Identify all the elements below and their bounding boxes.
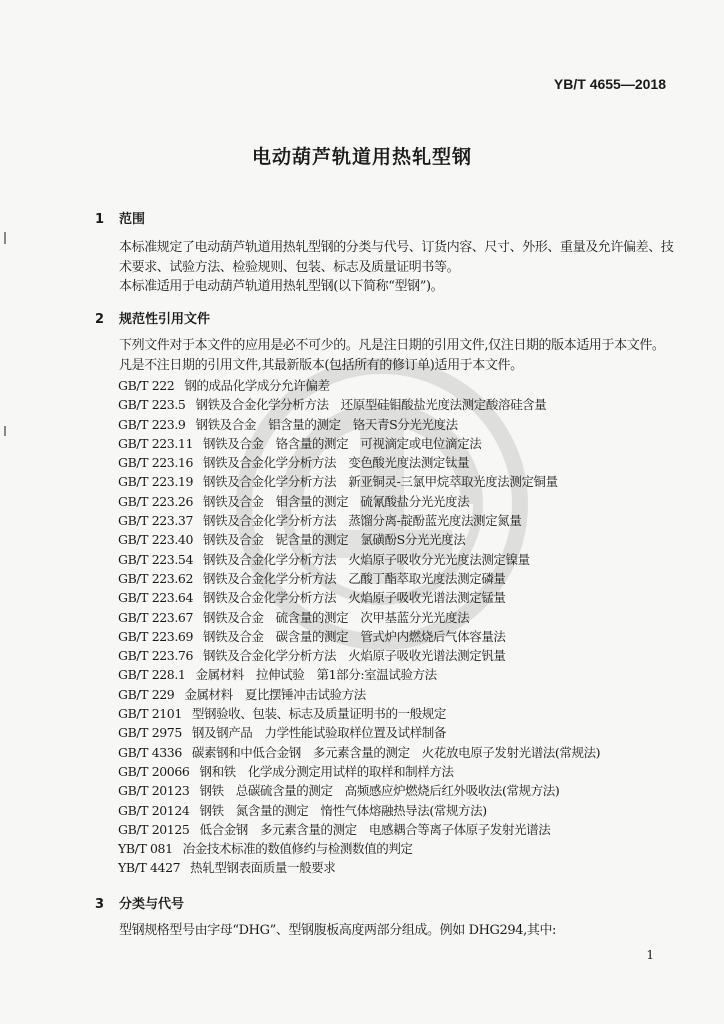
reference-title: 型钢验收、包装、标志及质量证明书的一般规定 [191,706,447,722]
reference-item [118,453,600,472]
reference-title: 钢铁及合金化学分析方法 乙酸丁酯萃取光度法测定磷量 [203,570,506,586]
reference-title: 钢铁及合金化学分析方法 变色酸光度法测定钛量 [203,455,470,471]
paragraph [95,238,675,278]
reference-code: GB/T 223.64 [118,590,194,606]
section-heading-normative-references [95,308,210,327]
reference-code: GB/T 223.69 [118,628,194,644]
reference-item [118,704,600,723]
reference-code: GB/T 223.67 [118,609,194,625]
reference-title: 钢铁及合金化学分析方法 新亚铜灵-三氯甲烷萃取光度法测定铜量 [203,474,558,490]
reference-item [118,511,600,530]
reference-code: GB/T 20125 [118,821,190,837]
reference-title: 热轧型钢表面质量一般要求 [190,860,336,876]
reference-title: 低合金钢 多元素含量的测定 电感耦合等离子体原子发射光谱法 [199,821,551,837]
document-title: 电动葫芦轨道用热轧型钢 [251,146,472,168]
reference-title: 钢和铁 化学成分测定用试样的取样和制样方法 [199,763,454,779]
reference-code: GB/T 223.40 [118,532,194,548]
reference-title: 钢铁及合金 硫含量的测定 次甲基蓝分光光度法 [203,609,470,625]
reference-title: 钢铁 氮含量的测定 惰性气体熔融热导法(常规方法) [199,802,487,818]
reference-item [118,723,600,742]
reference-title: 冶金技术标准的数值修约与检测数值的判定 [182,841,413,857]
paragraph-text: 本标准规定了电动葫芦轨道用热轧型钢的分类与代号、订货内容、尺寸、外形、重量及允许偏差、技术要求、试验方法、检验规则、包装、标志及质量证明书等。 [119,240,674,275]
reference-code: GB/T 223.62 [118,570,194,586]
reference-code: YB/T 4427 [118,860,181,876]
reference-item [118,762,600,781]
reference-item [118,376,600,395]
reference-item [118,588,600,607]
section-number: 1 [95,212,105,227]
paragraph-text: 下列文件对于本文件的应用是必不可少的。凡是注日期的引用文件,仅注日期的版本适用于本文件。凡是不注日期的引用文件,其最新版本(包括所有的修订单)适用于本文件。 [119,338,665,373]
reference-title: 钢的成品化学成分允许偏差 [184,378,330,393]
reference-code: GB/T 4336 [118,744,182,760]
reference-title: 钢铁及合金 铝含量的测定 铬天青S分光光度法 [195,416,458,432]
reference-code: GB/T 229 [118,686,175,702]
reference-item [118,801,600,820]
reference-list [118,376,600,878]
section-heading-scope [95,208,145,227]
page-number: 1 [646,948,654,962]
standard-code: YB/T 4655—2018 [553,76,666,92]
reference-title: 钢铁 总碳硫含量的测定 高频感应炉燃烧后红外吸收法(常规方法) [199,783,560,799]
reference-item [118,781,600,800]
section-heading-classification [95,893,184,912]
reference-code: GB/T 228.1 [118,667,186,683]
reference-title: 钢铁及合金化学分析方法 火焰原子吸收分光光度法测定镍量 [203,551,530,567]
reference-title: 钢铁及合金 钼含量的测定 硫氰酸盐分光光度法 [203,493,470,509]
reference-item [118,685,600,704]
reference-item [118,820,600,839]
paragraph-text: 本标准适用于电动葫芦轨道用热轧型钢(以下简称“型钢”)。 [119,279,444,294]
paragraph [95,921,675,941]
scan-mark [4,232,6,244]
reference-item [118,743,600,762]
section-title: 分类与代号 [119,897,185,912]
reference-item [118,858,600,877]
reference-code: GB/T 222 [118,378,175,393]
reference-item [118,434,600,453]
reference-title: 金属材料 拉伸试验 第1部分:室温试验方法 [195,667,437,683]
reference-item [118,472,600,491]
reference-code: GB/T 223.76 [118,648,194,664]
reference-title: 碳素钢和中低合金钢 多元素含量的测定 火花放电原子发射光谱法(常规法) [191,744,601,760]
reference-code: GB/T 223.9 [118,416,186,432]
reference-code: GB/T 2101 [118,706,182,722]
reference-code: GB/T 223.26 [118,493,194,509]
reference-code: GB/T 223.5 [118,397,186,413]
section-number: 2 [95,312,105,327]
paragraph-text: 型钢规格型号由字母“DHG”、型钢腹板高度两部分组成。例如 DHG294,其中: [119,923,557,938]
reference-code: GB/T 20123 [118,783,190,799]
paragraph [95,277,675,297]
reference-code: GB/T 2975 [118,725,182,741]
section-number: 3 [95,897,105,912]
reference-code: GB/T 223.19 [118,474,194,490]
reference-title: 钢铁及合金 铌含量的测定 氯磺酚S分光光度法 [203,532,466,548]
reference-title: 钢铁及合金 铬含量的测定 可视滴定或电位滴定法 [203,435,482,451]
reference-title: 钢及钢产品 力学性能试验取样位置及试样制备 [191,725,447,741]
reference-title: 钢铁及合金化学分析方法 蒸馏分离-靛酚蓝光度法测定氮量 [203,513,522,529]
reference-item [118,550,600,569]
section-title: 范围 [119,212,146,227]
reference-item [118,395,600,414]
reference-code: GB/T 223.11 [118,435,194,451]
reference-title: 钢铁及合金 碳含量的测定 管式炉内燃烧后气体容量法 [203,628,506,644]
reference-item [118,530,600,549]
reference-item [118,839,600,858]
reference-code: GB/T 223.54 [118,551,194,567]
reference-title: 钢铁及合金化学分析方法 火焰原子吸收光谱法测定钒量 [203,648,506,664]
reference-item [118,492,600,511]
reference-item [118,665,600,684]
paragraph [95,336,675,376]
reference-code: GB/T 20066 [118,763,190,779]
reference-title: 钢铁及合金化学分析方法 还原型硅钼酸盐光度法测定酸溶硅含量 [195,397,547,413]
section-title: 规范性引用文件 [119,312,211,327]
reference-item [118,569,600,588]
reference-title: 钢铁及合金化学分析方法 火焰原子吸收光谱法测定锰量 [203,590,506,606]
reference-code: GB/T 223.37 [118,513,194,529]
scan-mark [4,426,6,436]
reference-item [118,627,600,646]
reference-title: 金属材料 夏比摆锤冲击试验方法 [184,686,366,702]
reference-code: GB/T 20124 [118,802,190,818]
reference-code: GB/T 223.16 [118,455,194,471]
reference-item [118,646,600,665]
reference-item [118,415,600,434]
reference-item [118,608,600,627]
reference-code: YB/T 081 [118,841,173,857]
